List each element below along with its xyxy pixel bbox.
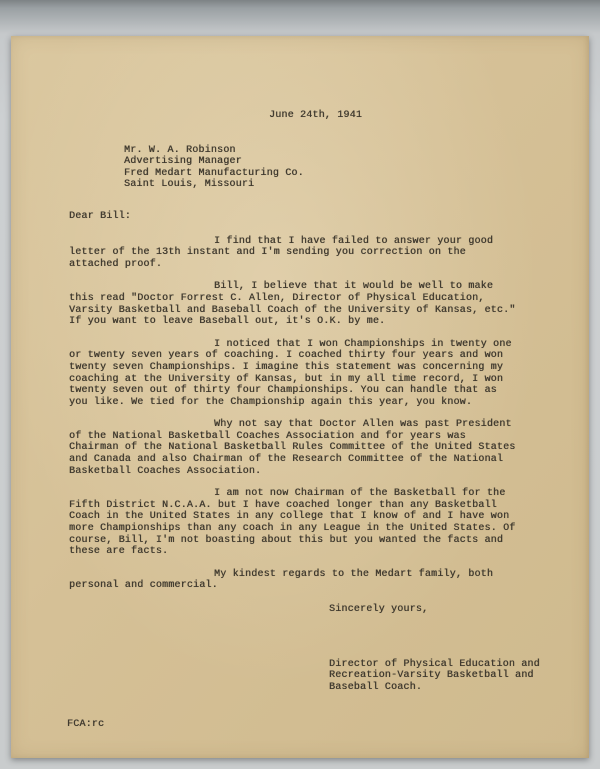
letter-date: June 24th, 1941 xyxy=(269,110,363,121)
recipient-city: Saint Louis, Missouri xyxy=(124,179,255,191)
body-paragraph-1: I find that I have failed to answer your good letter of the 13th instant and I'm sending you correction on the attached proof. xyxy=(69,235,494,270)
body-paragraph-4: Why not say that Doctor Allen was past President of the National Basketball Coaches Association and for years was Chairman of the National Basketball Rules Committee of the United States and Canada and also Chairman of the Research Committee of the National Basketball Coaches Association. xyxy=(69,419,516,477)
signature-line-2: Recreation-Varsity Basketball and xyxy=(329,670,534,682)
recipient-address xyxy=(124,145,589,191)
salutation: Dear Bill: xyxy=(69,210,132,222)
body-paragraph-5: I am not now Chairman of the Basketball for the Fifth District N.C.A.A. but I have coached longer than any Basketball Coach in the United States in any college that I know of and I have won more Championships than any coach in any League in the United States. Of course, Bill, I'm not boasting about this but you wanted the facts and these are facts. xyxy=(69,488,516,558)
signature-line-1: Director of Physical Education and xyxy=(329,658,540,670)
signature-block xyxy=(329,659,589,694)
body-paragraph-2: Bill, I believe that it would be well to make this read "Doctor Forrest C. Allen, Director of Physical Education, Varsity Basketball and Baseball Coach of the University of Kansas, etc." If you want to leave Baseball out, it's O.K. by me. xyxy=(69,281,516,328)
closing-line: Sincerely yours, xyxy=(329,604,429,615)
body-paragraph-3: I noticed that I won Championships in twenty one or twenty seven years of coaching. I coached thirty four years and won twenty seven Championships. I imagine this statement was concerning my coaching at the University of Kansas, but in my all time record, I won twenty seven out of thirty four Championships. You can handle that as you like. We tied for the Championship again this year, you know. xyxy=(69,338,512,408)
recipient-company: Fred Medart Manufacturing Co. xyxy=(124,167,304,179)
letter-page xyxy=(11,36,589,758)
recipient-name: Mr. W. A. Robinson xyxy=(124,144,236,156)
body-paragraph-6: My kindest regards to the Medart family, both personal and commercial. xyxy=(69,568,494,592)
signature-line-3: Baseball Coach. xyxy=(329,681,423,693)
reference-initials: FCA:rc xyxy=(67,719,105,731)
recipient-title: Advertising Manager xyxy=(124,156,242,168)
